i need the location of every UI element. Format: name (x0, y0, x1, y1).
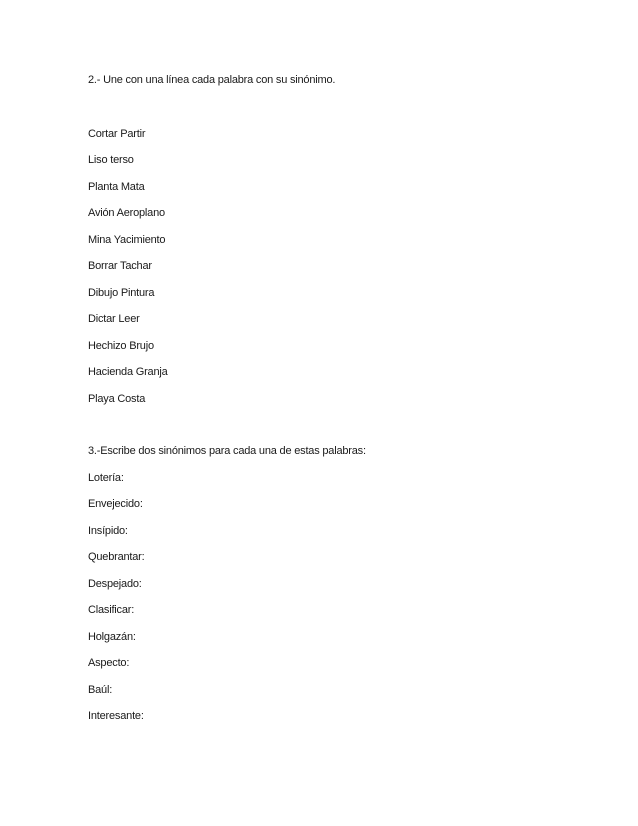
synonym-pair: Planta Mata (88, 181, 145, 193)
synonym-pair: Hacienda Granja (88, 366, 168, 378)
synonym-prompt-word: Despejado: (88, 578, 142, 590)
synonym-prompt-word: Clasificar: (88, 604, 135, 616)
synonym-pair: Mina Yacimiento (88, 234, 166, 246)
synonym-pair: Dibujo Pintura (88, 287, 155, 299)
synonym-pair: Playa Costa (88, 393, 146, 405)
synonym-pair: Liso terso (88, 154, 134, 166)
synonym-prompt-word: Baúl: (88, 684, 113, 696)
synonym-prompt-word: Holgazán: (88, 631, 136, 643)
synonym-prompt-word: Lotería: (88, 472, 124, 484)
synonym-pair: Hechizo Brujo (88, 340, 154, 352)
synonym-pair: Borrar Tachar (88, 260, 152, 272)
synonym-pair: Dictar Leer (88, 313, 140, 325)
exercise-3-heading: 3.-Escribe dos sinónimos para cada una de estas palabras: (88, 445, 366, 457)
synonym-prompt-word: Interesante: (88, 710, 144, 722)
synonym-prompt-word: Envejecido: (88, 498, 143, 510)
synonym-pair: Cortar Partir (88, 128, 146, 140)
synonym-prompt-word: Aspecto: (88, 657, 130, 669)
synonym-prompt-word: Quebrantar: (88, 551, 145, 563)
synonym-pair: Avión Aeroplano (88, 207, 165, 219)
exercise-2-heading: 2.- Une con una línea cada palabra con su sinónimo. (88, 74, 336, 86)
synonym-prompt-word: Insípido: (88, 525, 128, 537)
